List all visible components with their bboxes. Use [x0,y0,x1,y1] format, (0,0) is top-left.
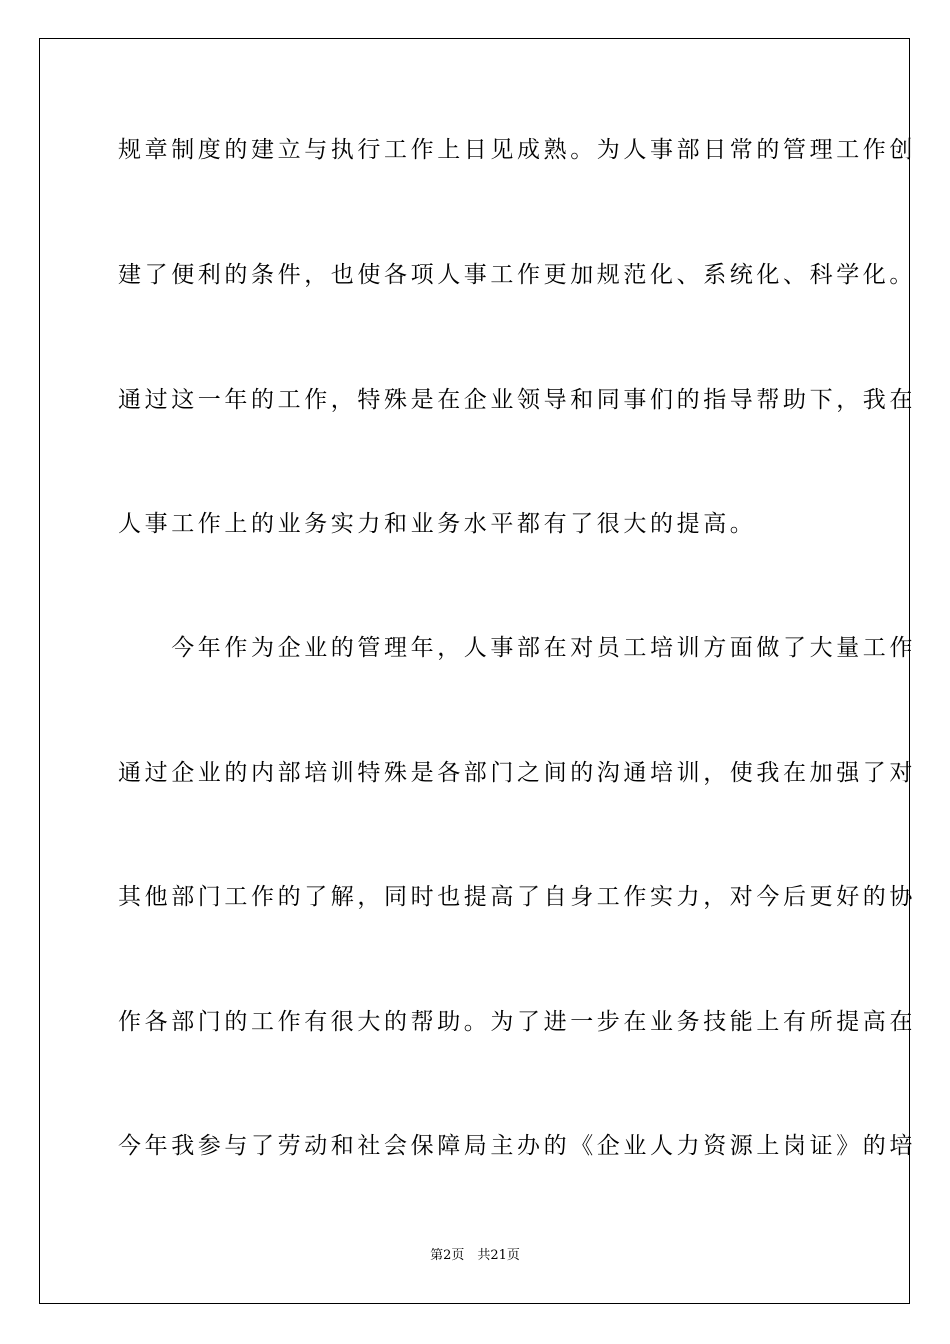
text-line-7: 其他部门工作的了解，同时也提高了自身工作实力，对今后更好的协 [118,884,916,910]
text-line-2: 建了便利的条件，也使各项人事工作更加规范化、系统化、科学化。 [118,262,916,288]
text-line-9: 今年我参与了劳动和社会保障局主办的《企业人力资源上岗证》的培 [118,1133,916,1159]
text-line-6: 通过企业的内部培训特殊是各部门之间的沟通培训，使我在加强了对 [118,760,916,786]
text-line-4: 人事工作上的业务实力和业务水平都有了很大的提高。 [118,511,757,537]
text-line-8: 作各部门的工作有很大的帮助。为了进一步在业务技能上有所提高在 [118,1009,916,1035]
text-line-3: 通过这一年的工作，特殊是在企业领导和同事们的指导帮助下，我在 [118,387,916,413]
text-line-1: 规章制度的建立与执行工作上日见成熟。为人事部日常的管理工作创 [118,137,916,163]
text-line-5: 今年作为企业的管理年，人事部在对员工培训方面做了大量工作 [118,635,916,661]
page-number-footer: 第2页 共21页 [430,1248,520,1263]
